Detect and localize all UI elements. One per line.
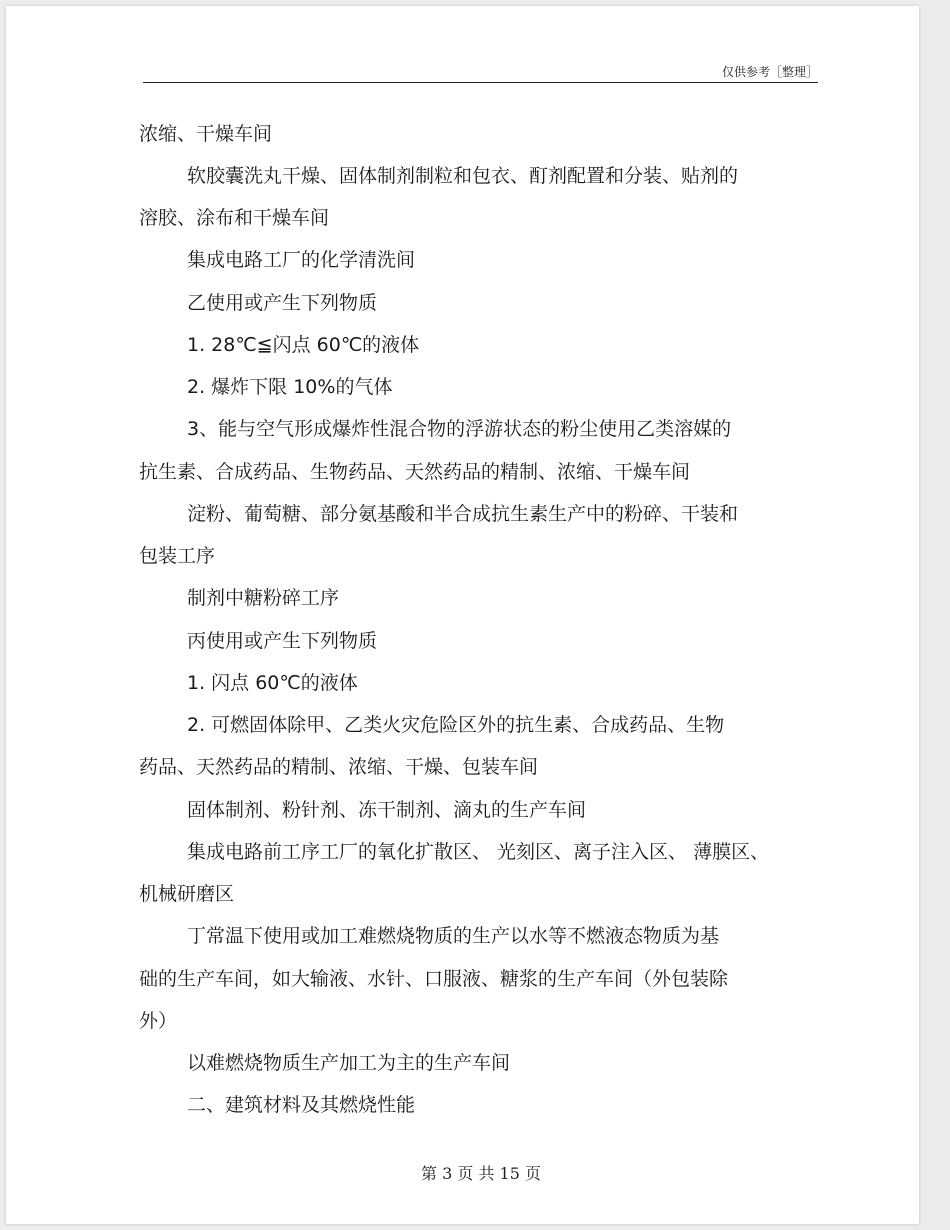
body-line: 溶胶、涂布和干燥车间 <box>139 207 330 229</box>
body-line: 乙使用或产生下列物质 <box>187 292 378 314</box>
body-line: 固体制剂、粉针剂、冻干制剂、滴丸的生产车间 <box>187 799 587 821</box>
body-line: 抗生素、合成药品、生物药品、天然药品的精制、浓缩、干燥车间 <box>139 461 691 483</box>
body-line: 2. 爆炸下限 10%的气体 <box>187 376 393 398</box>
body-line: 1. 闪点 60℃的液体 <box>187 672 358 694</box>
body-line: 包装工序 <box>139 545 216 567</box>
body-line: 药品、天然药品的精制、浓缩、干燥、包装车间 <box>139 756 539 778</box>
body-line: 外） <box>139 1010 178 1032</box>
body-line: 制剂中糖粉碎工序 <box>187 587 340 609</box>
body-line: 丙使用或产生下列物质 <box>187 630 378 652</box>
body-line: 集成电路前工序工厂的氧化扩散区、 光刻区、离子注入区、 薄膜区、 <box>187 841 770 863</box>
body-line: 丁常温下使用或加工难燃烧物质的生产以水等不燃液态物质为基 <box>187 925 720 947</box>
body-line: 浓缩、干燥车间 <box>139 123 273 145</box>
body-line: 二、建筑材料及其燃烧性能 <box>187 1094 416 1116</box>
header-label: 仅供参考［整理］ <box>721 65 818 79</box>
body-line: 2. 可燃固体除甲、乙类火灾危险区外的抗生素、合成药品、生物 <box>187 714 725 736</box>
document-page <box>6 6 919 1224</box>
body-line: 础的生产车间，如大输液、水针、口服液、糖浆的生产车间（外包装除 <box>139 968 729 990</box>
body-line: 以难燃烧物质生产加工为主的生产车间 <box>187 1052 511 1074</box>
body-line: 集成电路工厂的化学清洗间 <box>187 249 416 271</box>
body-line: 3、能与空气形成爆炸性混合物的浮游状态的粉尘使用乙类溶媒的 <box>187 418 732 440</box>
page-number-footer: 第 3 页 共 15 页 <box>421 1164 541 1183</box>
header-rule <box>143 82 818 83</box>
body-line: 软胶囊洗丸干燥、固体制剂制粒和包衣、酊剂配置和分装、贴剂的 <box>187 165 739 187</box>
body-line: 机械研磨区 <box>139 883 235 905</box>
body-line: 1. 28℃≦闪点 60℃的液体 <box>187 334 420 356</box>
body-line: 淀粉、葡萄糖、部分氨基酸和半合成抗生素生产中的粉碎、干装和 <box>187 503 739 525</box>
